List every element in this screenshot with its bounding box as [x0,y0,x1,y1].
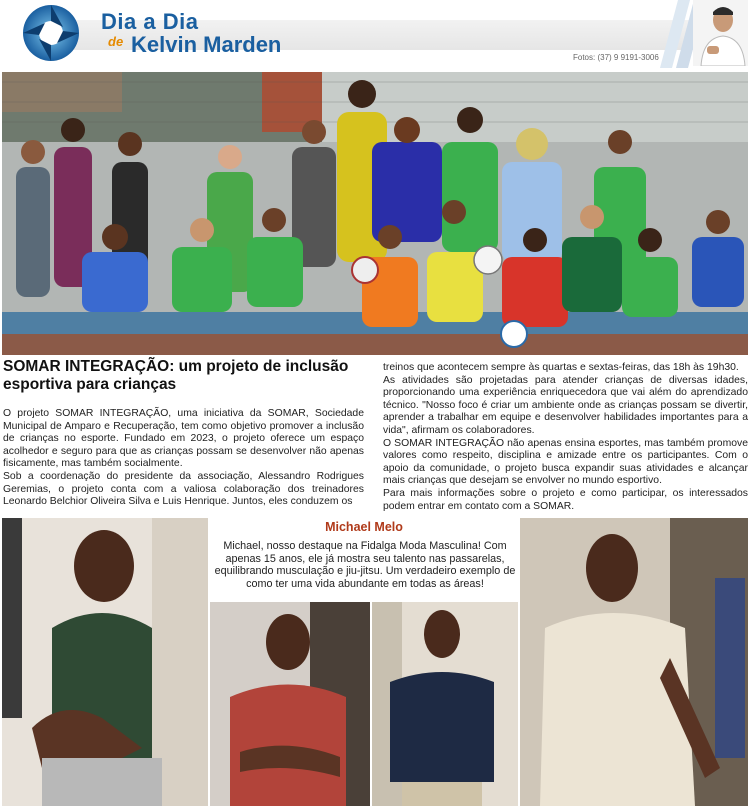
photo-credit: Fotos: (37) 9 9191-3006 [573,53,659,62]
article-column-2 [383,362,748,513]
paragraph: As atividades são projetadas para atender crianças de diversas idades, proporcionando uma experiência enriquecedora que vai além do aprendizado técnico. "Nosso foco é criar um ambiente onde as crianças possam se divertir, aprender a trabalhar em equipe e desenvolver habilidades importantes para a vida", afirmam os colaboradores. [383,374,748,436]
paragraph: treinos que acontecem sempre às quartas e sextas-feiras, das 18h às 19h30. [383,362,739,373]
camera-aperture-logo [8,3,94,63]
columnist-name: Kelvin Marden [131,32,282,57]
column-title: Dia a Dia [101,9,199,34]
promo-text: Michael, nosso destaque na Fidalga Moda Masculina! Com apenas 15 anos, ele já mostra seu talento nas passarelas, equilibrando musculação e jiu-jitsu. Um verdadeiro exemplo de como ter uma vida abundante em todas as áreas! [214,540,516,590]
promo-name: Michael Melo [325,520,403,534]
paragraph: O projeto SOMAR INTEGRAÇÃO, uma iniciativa da SOMAR, Sociedade Municipal de Amparo e Recuperação, tem como objetivo promover a inclusão de crianças no esporte. Fundado em 2023, o projeto oferece um espaço acolhedor e seguro para que as crianças possam se desenvolver não apenas fisicamente, mas também socialmente. [3,408,364,470]
columnist-photo [693,0,748,66]
model-photo-navy-tee [372,602,518,806]
article-column-1 [3,408,364,509]
group-photo [2,72,748,355]
page-header [0,0,750,68]
paragraph: Para mais informações sobre o projeto e como participar, os interessados podem entrar em contato com a SOMAR. [383,487,748,512]
model-photo-red-tee [210,602,370,806]
article-headline: SOMAR INTEGRAÇÃO: um projeto de inclusão esportiva para crianças [3,358,349,393]
paragraph: Sob a coordenação do presidente da associação, Alessandro Rodrigues Geremias, o projeto conta com a valiosa colaboração dos treinadores Leonardo Belchior Oliveira Silva e Luis Henrique. Juntos, eles conduzem os [3,470,364,508]
column-title-connector: de [108,34,124,49]
model-photo-white-tee [520,518,748,806]
paragraph: O SOMAR INTEGRAÇÃO não apenas ensina esportes, mas também promove valores como respeito, disciplina e amizade entre os participantes. Com o apoio da comunidade, o projeto busca expandir suas atividades e alcançar mais crianças que desejam se envolver no mundo esportivo. [383,437,748,487]
model-photo-green-tank [2,518,208,806]
